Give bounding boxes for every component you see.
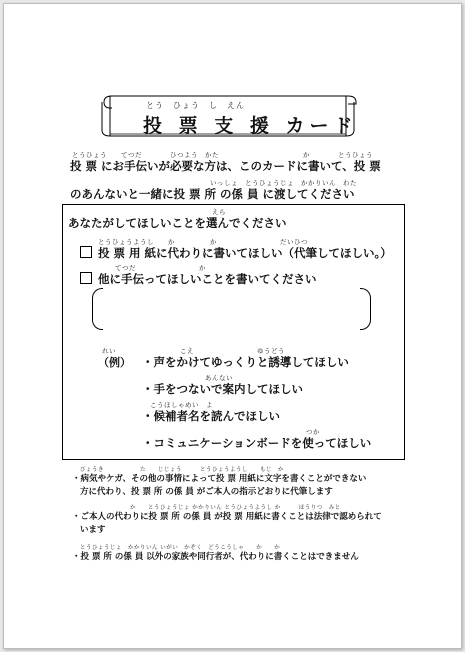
example-2: ・手をつないで案内してほしい <box>142 382 303 396</box>
box-question: あなたがしてほしいことを選んでください <box>68 216 287 230</box>
option2-ruby: てつだ か <box>115 264 206 272</box>
note-2-ruby: か とうひょうじょ かかりいん とうひょうようし か ほうりつ みと <box>130 505 341 511</box>
note-3-line1: ・投 票 所 の係 員 以外の家族や同行者が、代わりに書くことはできません <box>72 552 359 562</box>
option1-checkbox[interactable] <box>80 246 92 258</box>
example-ruby: れい <box>102 347 116 355</box>
note-1-ruby: びょうき た じじょう とうひょうようし もじ か <box>80 467 285 473</box>
intro-line1: 投 票 にお手伝いが必要な方は、このカードに書いて、投 票 <box>70 159 381 173</box>
title-ruby: とう ひょう し えん <box>146 101 245 110</box>
intro-line2-ruby: いっしょ とうひょうじょ かかりいん わた <box>210 179 357 187</box>
intro-line2: のあんないと一緒に投 票 所 の係 員 に渡してください <box>70 187 355 201</box>
note-1-line1: ・病気やケガ、その他の事情によって投 票 用紙に文字を書くことができない <box>72 474 367 484</box>
example-3: ・候補者名を読んでほしい <box>142 409 280 423</box>
option2-label: 他に手伝ってほしいことを書いてください <box>98 272 317 286</box>
card-title: 投 票 支 援 カード <box>143 115 358 137</box>
note-2-line1: ・ご本人の代わりに投 票 所 の係 員 が投 票 用紙に書くことは法律で認められて <box>72 512 382 522</box>
option1-label: 投 票 用 紙に代わりに書いてほしい（代筆してほしい。） <box>98 246 392 260</box>
example-3-ruby: こうほしゃめい よ <box>150 401 213 409</box>
note-2-line2: います <box>80 525 106 535</box>
example-label: （例） <box>98 356 131 369</box>
note-3-ruby: とうひょうじょ かかりいん いがい かぞく どうこうしゃ か か <box>80 545 281 551</box>
example-2-ruby: あんない <box>205 374 233 382</box>
example-1-ruby: こえ ゆうどう <box>180 347 285 355</box>
write-in-bracket-right <box>360 288 371 330</box>
option2-checkbox[interactable] <box>80 272 92 284</box>
example-1: ・声をかけてゆっくりと誘導してほしい <box>142 355 349 369</box>
question-ruby: えら <box>212 208 226 216</box>
intro-line1-ruby: とうひょう てつだ ひつよう かた か とうひょう <box>72 151 373 159</box>
example-4-ruby: つか <box>306 428 320 436</box>
option1-ruby: とうひょうようし か か だいひつ <box>98 238 308 246</box>
example-4: ・コミュニケーションボードを使ってほしい <box>142 436 372 450</box>
note-1-line2: 方に代わり、投 票 所 の係 員 がご本人の指示どおりに代筆します <box>80 487 333 497</box>
write-in-bracket-left <box>92 288 103 330</box>
